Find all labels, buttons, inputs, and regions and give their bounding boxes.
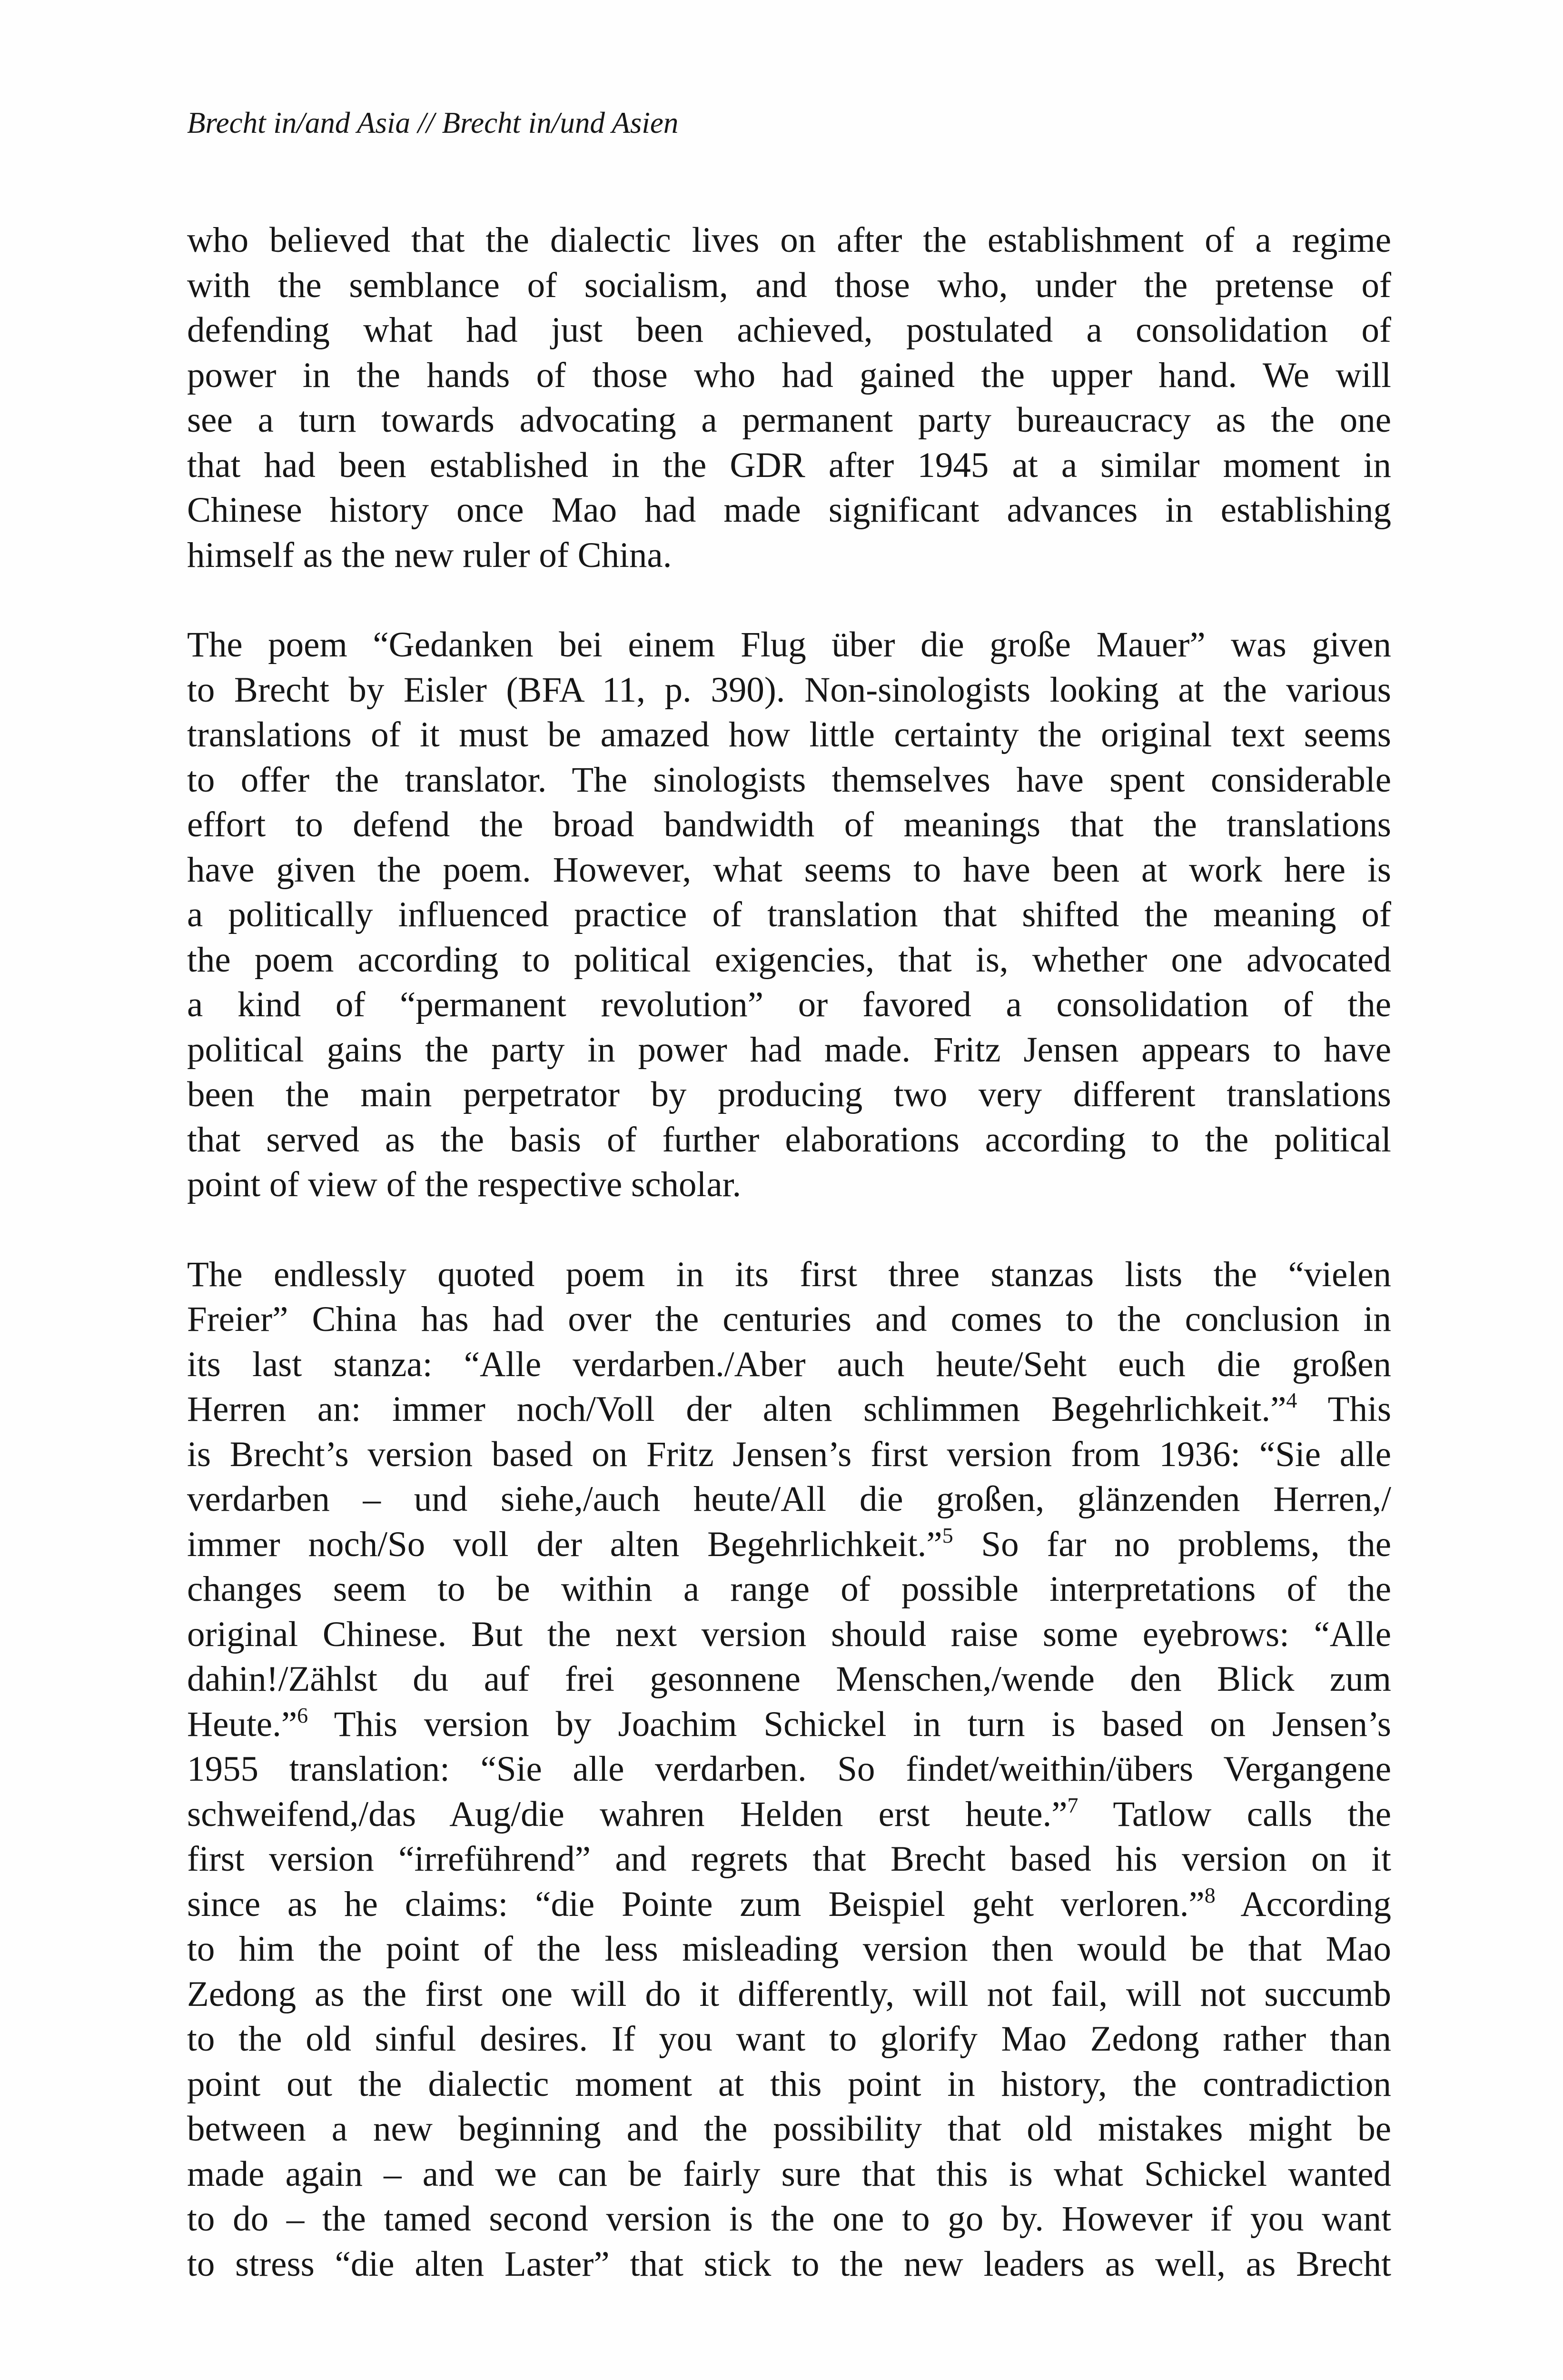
text-line: to offer the translator. The sinologists themselves have spent considerable bbox=[187, 760, 1391, 800]
line-text: Heute.” bbox=[187, 1704, 297, 1744]
text-line: Zedong as the first one will do it differently, will not fail, will not succumb bbox=[187, 1974, 1391, 2014]
line-text: According bbox=[1215, 1884, 1392, 1924]
text-line: The poem “Gedanken bei einem Flug über die große Mauer” was given bbox=[187, 625, 1391, 664]
line-text: immer noch/So voll der alten Begehrlichkeit.” bbox=[187, 1524, 942, 1564]
line-text: This bbox=[1297, 1389, 1392, 1429]
text-line: the poem according to political exigencies, that is, whether one advocated bbox=[187, 940, 1391, 980]
text-line: himself as the new ruler of China. bbox=[187, 535, 672, 575]
footnote-mark[interactable]: 4 bbox=[1286, 1388, 1297, 1412]
line-text: Herren an: immer noch/Voll der alten schlimmen Begehrlichkeit.” bbox=[187, 1389, 1286, 1429]
text-line: that had been established in the GDR after 1945 at a similar moment in bbox=[187, 445, 1391, 485]
text-line: Chinese history once Mao had made significant advances in establishing bbox=[187, 490, 1391, 530]
running-head: Brecht in/and Asia // Brecht in/und Asien bbox=[187, 106, 679, 139]
text-line: effort to defend the broad bandwidth of meanings that the translations bbox=[187, 805, 1391, 844]
text-line: original Chinese. But the next version should raise some eyebrows: “Alle bbox=[187, 1614, 1391, 1654]
footnote-mark[interactable]: 8 bbox=[1204, 1883, 1216, 1907]
text-line: The endlessly quoted poem in its first three stanzas lists the “vielen bbox=[187, 1254, 1391, 1294]
text-line: its last stanza: “Alle verdarben./Aber auch heute/Seht euch die großen bbox=[187, 1344, 1391, 1384]
text-line: power in the hands of those who had gained the upper hand. We will bbox=[187, 355, 1391, 395]
text-line: to do – the tamed second version is the one to go by. However if you want bbox=[187, 2199, 1391, 2239]
text-line: first version “irreführend” and regrets that Brecht based his version on it bbox=[187, 1839, 1391, 1879]
text-line: political gains the party in power had made. Fritz Jensen appears to have bbox=[187, 1030, 1391, 1070]
text-line-with-footnote bbox=[187, 1387, 1391, 1432]
text-line: to the old sinful desires. If you want to glorify Mao Zedong rather than bbox=[187, 2019, 1391, 2059]
text-line: a politically influenced practice of translation that shifted the meaning of bbox=[187, 895, 1391, 934]
text-line: who believed that the dialectic lives on after the establishment of a regime bbox=[187, 220, 1391, 260]
text-line: see a turn towards advocating a permanent party bureaucracy as the one bbox=[187, 400, 1391, 440]
text-line: 1955 translation: “Sie alle verdarben. So findet/weithin/übers Vergangene bbox=[187, 1749, 1391, 1789]
text-line: that served as the basis of further elaborations according to the political bbox=[187, 1120, 1391, 1160]
line-text: Tatlow calls the bbox=[1078, 1794, 1391, 1834]
line-text: So far no problems, the bbox=[953, 1524, 1391, 1564]
text-line: dahin!/Zählst du auf frei gesonnene Menschen,/wende den Blick zum bbox=[187, 1659, 1391, 1699]
text-line: made again – and we can be fairly sure that this is what Schickel wanted bbox=[187, 2154, 1391, 2194]
text-line: point out the dialectic moment at this point in history, the contradiction bbox=[187, 2064, 1391, 2104]
text-line: verdarben – und siehe,/auch heute/All die großen, glänzenden Herren,/ bbox=[187, 1479, 1391, 1519]
text-line: a kind of “permanent revolution” or favored a consolidation of the bbox=[187, 985, 1391, 1024]
paragraph-2 bbox=[187, 623, 1391, 1208]
text-line: to him the point of the less misleading version then would be that Mao bbox=[187, 1929, 1391, 1969]
text-line: Freier” China has had over the centuries and comes to the conclusion in bbox=[187, 1299, 1391, 1339]
text-line-with-footnote bbox=[187, 1792, 1391, 1837]
line-text: This version by Joachim Schickel in turn is based on Jensen’s bbox=[308, 1704, 1391, 1744]
text-line: with the semblance of socialism, and those who, under the pretense of bbox=[187, 265, 1391, 305]
paragraph-1 bbox=[187, 218, 1391, 578]
footnote-mark[interactable]: 7 bbox=[1067, 1793, 1078, 1817]
text-line: defending what had just been achieved, postulated a consolidation of bbox=[187, 310, 1391, 350]
text-line: is Brecht’s version based on Fritz Jensen’s first version from 1936: “Sie alle bbox=[187, 1434, 1391, 1474]
footnote-mark[interactable]: 5 bbox=[942, 1523, 953, 1547]
text-line: been the main perpetrator by producing two very different translations bbox=[187, 1075, 1391, 1114]
text-line: changes seem to be within a range of possible interpretations of the bbox=[187, 1569, 1391, 1609]
text-line: to stress “die alten Laster” that stick to the new leaders as well, as Brecht bbox=[187, 2244, 1391, 2284]
text-line-with-footnote bbox=[187, 1882, 1391, 1927]
text-line: to Brecht by Eisler (BFA 11, p. 390). Non-sinologists looking at the various bbox=[187, 670, 1391, 710]
paragraph-3 bbox=[187, 1252, 1391, 2287]
text-line: translations of it must be amazed how little certainty the original text seems bbox=[187, 715, 1391, 754]
body-text bbox=[187, 218, 1391, 2287]
line-text: schweifend,/das Aug/die wahren Helden erst heute.” bbox=[187, 1794, 1068, 1834]
text-line: point of view of the respective scholar. bbox=[187, 1165, 742, 1204]
text-line-with-footnote bbox=[187, 1702, 1391, 1747]
text-line-with-footnote bbox=[187, 1522, 1391, 1567]
text-line: have given the poem. However, what seems to have been at work here is bbox=[187, 850, 1391, 890]
footnote-mark[interactable]: 6 bbox=[297, 1703, 308, 1727]
line-text: since as he claims: “die Pointe zum Beispiel geht verloren.” bbox=[187, 1884, 1205, 1924]
text-line: between a new beginning and the possibility that old mistakes might be bbox=[187, 2109, 1391, 2149]
